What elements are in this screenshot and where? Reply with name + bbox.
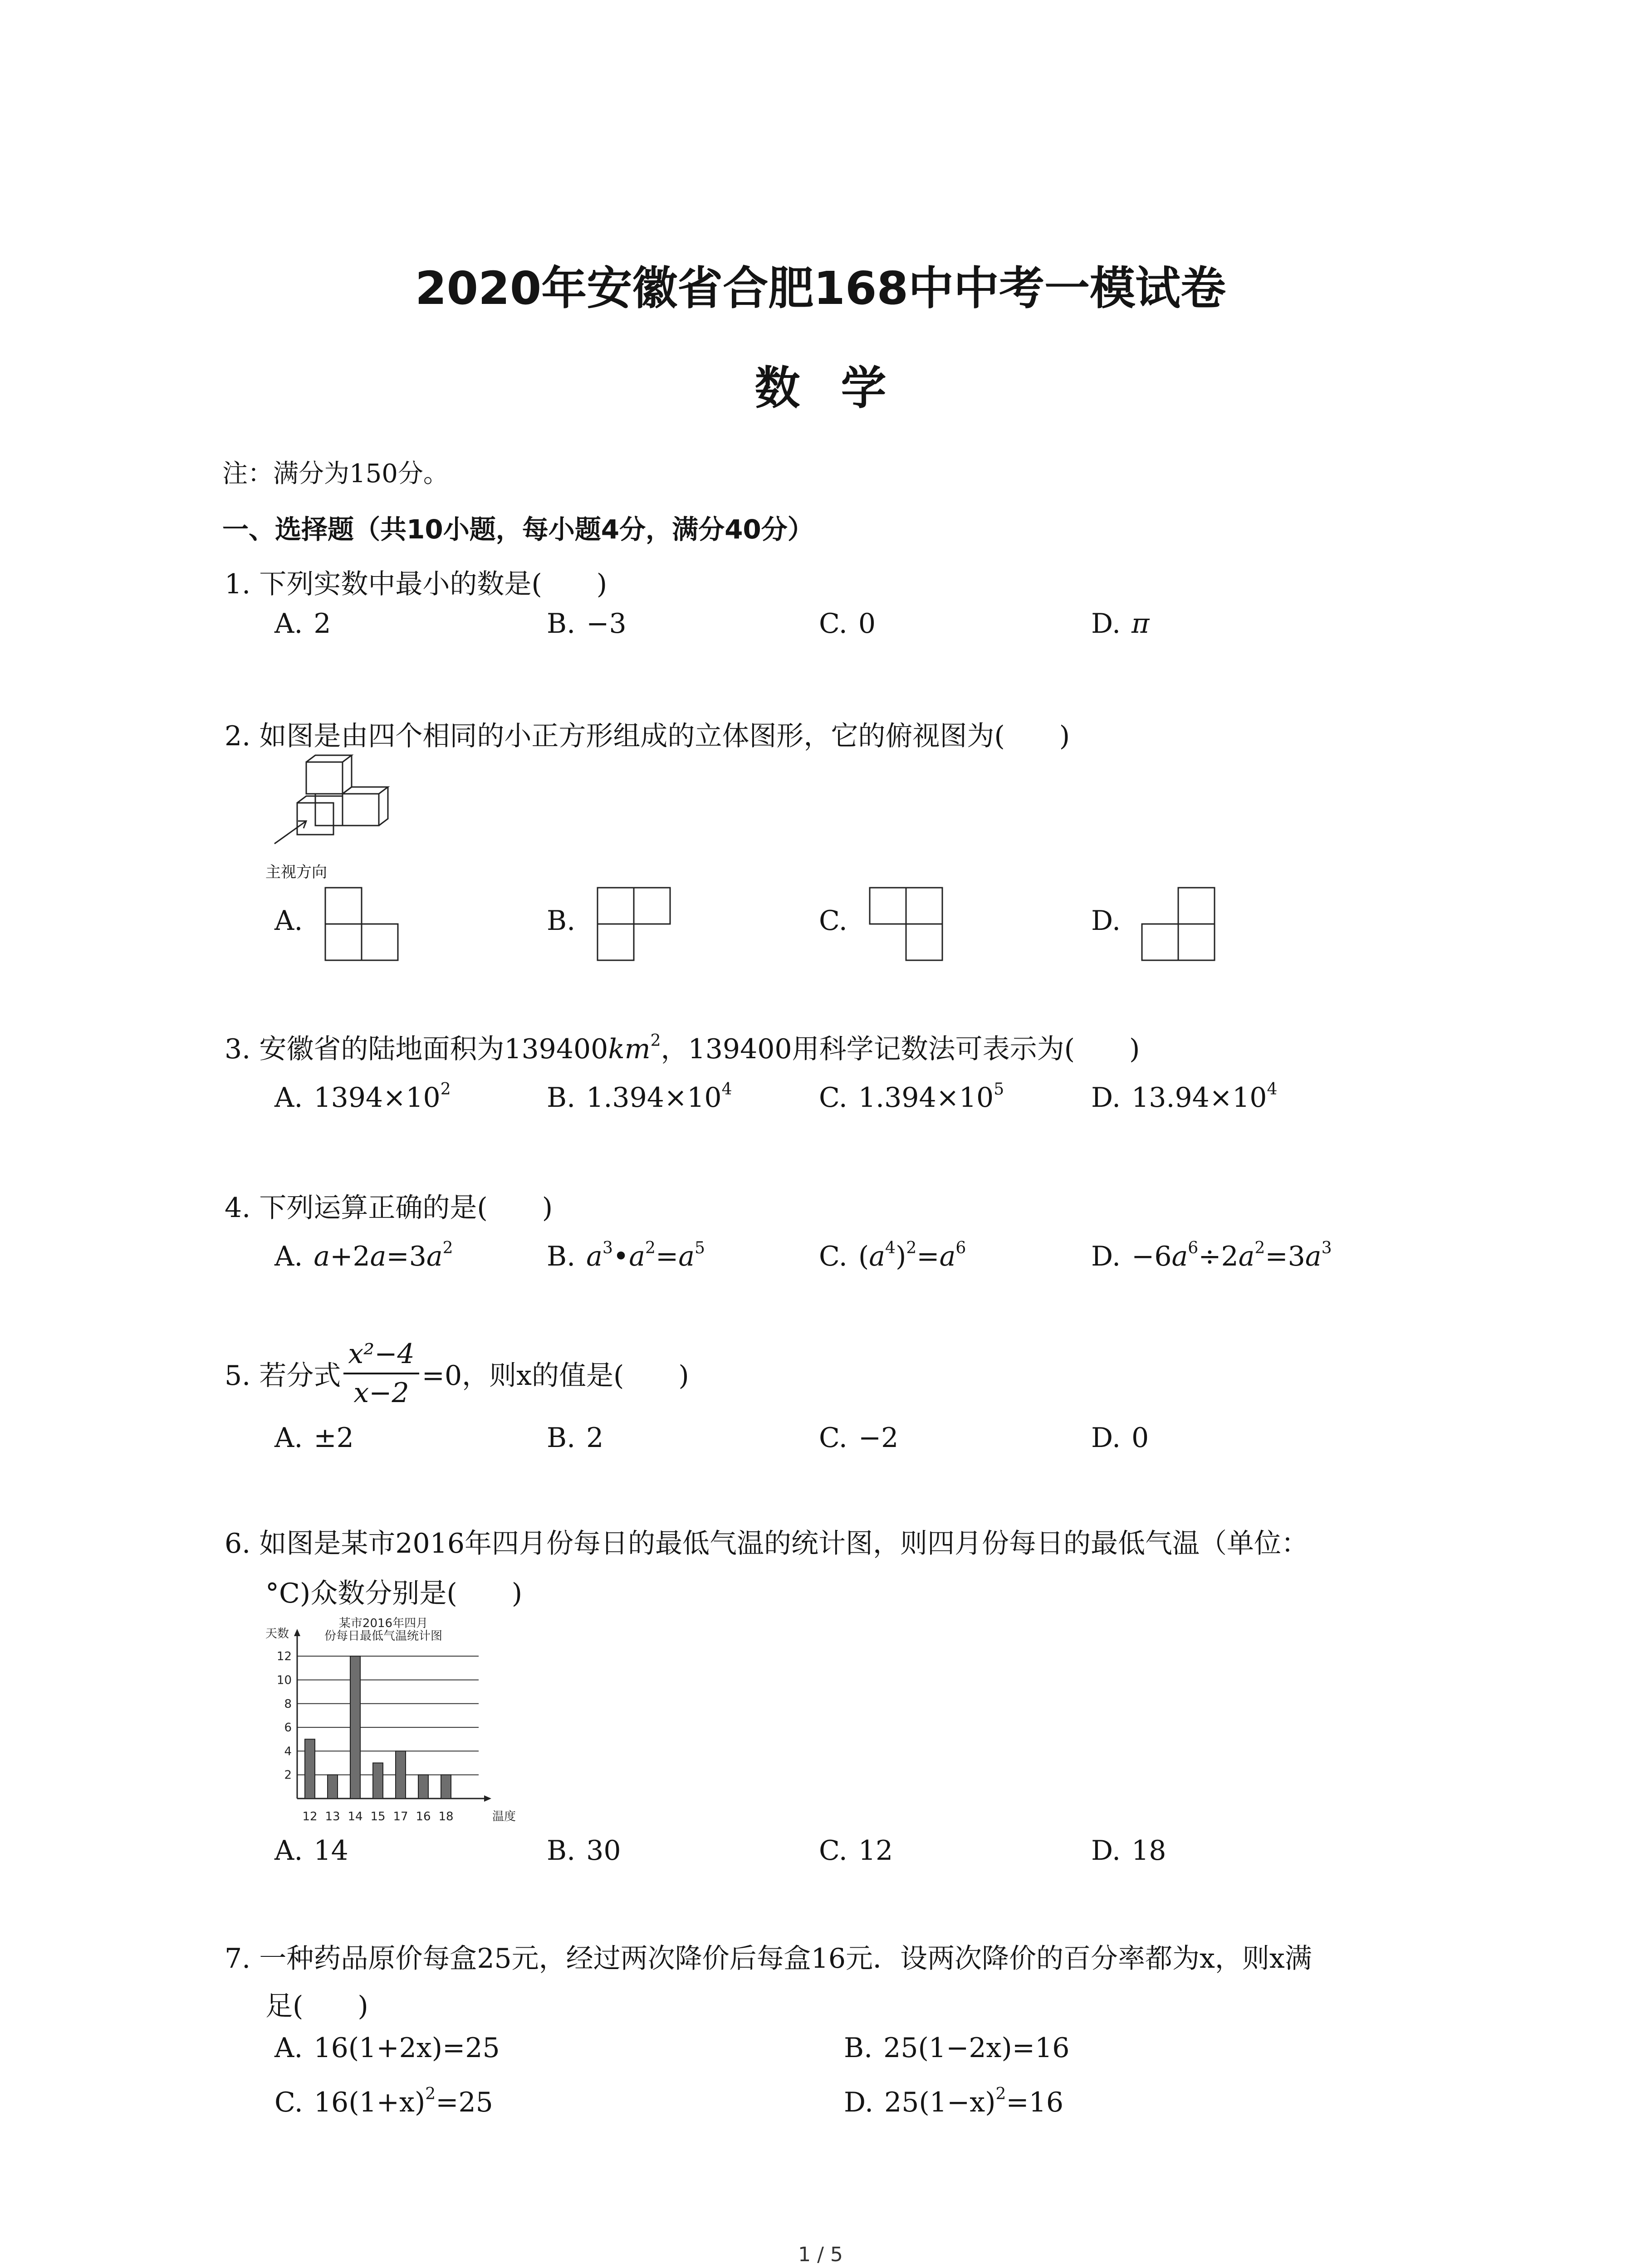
x-tick-label: 15 xyxy=(370,1810,386,1823)
q4-option-d[interactable]: D. $-6a^6\div 2a^2=3a^3$ xyxy=(1091,1239,1332,1272)
q6-option-d[interactable]: D. 18 xyxy=(1091,1835,1166,1867)
q1-option-b[interactable]: B. −3 xyxy=(547,608,627,640)
chart-title-line2: 份每日最低气温统计图 xyxy=(324,1629,443,1643)
q2-option-c-figure[interactable] xyxy=(869,887,944,962)
x-tick-label: 12 xyxy=(302,1810,318,1823)
question-3-stem: 3. 安徽省的陆地面积为$139400km^2$，139400用科学记数法可表示为( ) xyxy=(225,1031,1140,1065)
y-tick-label: 10 xyxy=(276,1673,292,1687)
x-tick-label: 18 xyxy=(438,1810,454,1823)
q5-option-c[interactable]: C. −2 xyxy=(819,1422,899,1454)
q3-option-d[interactable]: D. $13.94\times 10^4$ xyxy=(1091,1080,1278,1114)
q6-option-c[interactable]: C. 12 xyxy=(819,1835,893,1867)
question-6-stem-line2: °C)众数分别是( ) xyxy=(265,1578,523,1609)
bar xyxy=(373,1763,383,1799)
q2-option-d-label[interactable]: D. xyxy=(1091,905,1121,937)
bar xyxy=(328,1775,338,1799)
bar xyxy=(350,1656,360,1799)
y-tick-label: 6 xyxy=(284,1721,292,1735)
question-6-stem-line1: 6. 如图是某市2016年四月份每日的最低气温的统计图，则四月份每日的最低气温（单位： xyxy=(225,1528,1309,1559)
y-tick-label: 8 xyxy=(284,1697,292,1711)
page-number: 1 / 5 xyxy=(798,2243,843,2266)
q5-option-b[interactable]: B. 2 xyxy=(547,1422,604,1454)
x-tick-label: 14 xyxy=(348,1810,363,1823)
x-axis-label: 温度 xyxy=(492,1810,516,1823)
bar xyxy=(396,1751,406,1799)
x-axis-arrow xyxy=(484,1795,491,1802)
q2-option-c-label[interactable]: C. xyxy=(819,905,847,937)
q4-option-b[interactable]: B. $a^3•a^2=a^5$ xyxy=(547,1239,705,1272)
x-tick-label: 13 xyxy=(325,1810,340,1823)
q5-option-d[interactable]: D. 0 xyxy=(1091,1422,1149,1454)
bar xyxy=(418,1775,428,1799)
q6-option-b[interactable]: B. 30 xyxy=(547,1835,621,1867)
bar xyxy=(305,1739,315,1799)
q1-option-d[interactable]: D. π xyxy=(1091,608,1150,640)
y-axis-arrow xyxy=(294,1629,300,1636)
subject-title: 数学 xyxy=(754,362,927,415)
q2-option-b-figure[interactable] xyxy=(597,887,671,962)
q7-option-d[interactable]: D. $25(1-x)^2=16$ xyxy=(844,2085,1064,2118)
bar xyxy=(441,1775,451,1799)
y-tick-label: 2 xyxy=(284,1768,292,1782)
y-axis-label: 天数 xyxy=(265,1627,289,1641)
cube-stack-figure xyxy=(265,753,411,857)
section-heading: 一、选择题（共10小题，每小题4分，满分40分） xyxy=(222,514,814,545)
paper-title: 2020年安徽省合肥168中中考一模试卷 xyxy=(415,262,1226,315)
chart-title-line1: 某市2016年四月 xyxy=(338,1617,428,1630)
q5-option-a[interactable]: A. ±2 xyxy=(274,1422,354,1454)
view-direction-label: 主视方向 xyxy=(265,863,327,881)
question-7-stem-line1: 7. 一种药品原价每盒25元，经过两次降价后每盒16元．设两次降价的百分率都为x，则x满 xyxy=(225,1943,1312,1975)
temperature-bar-chart xyxy=(265,1617,519,1835)
x-tick-label: 16 xyxy=(416,1810,431,1823)
q2-option-d-figure[interactable] xyxy=(1141,887,1216,962)
question-7-stem-line2: 足( ) xyxy=(265,1990,368,2022)
y-tick-label: 4 xyxy=(284,1745,292,1759)
q7-option-b[interactable]: B. 25(1−2x)=16 xyxy=(844,2032,1070,2064)
question-4-stem: 4. 下列运算正确的是( ) xyxy=(225,1192,553,1224)
q1-option-c[interactable]: C. 0 xyxy=(819,608,876,640)
x-tick-label: 17 xyxy=(393,1810,408,1823)
q3-option-c[interactable]: C. $1.394\times 10^5$ xyxy=(819,1080,1004,1114)
score-note: 注：满分为150分。 xyxy=(222,459,449,489)
q4-option-c[interactable]: C. $(a^4)^2=a^6$ xyxy=(819,1239,966,1272)
q3-option-a[interactable]: A. $1394\times 10^2$ xyxy=(274,1080,451,1114)
q3-option-b[interactable]: B. $1.394\times 10^4$ xyxy=(547,1080,732,1114)
q2-option-a-figure[interactable] xyxy=(324,887,399,962)
q2-option-a-label[interactable]: A. xyxy=(274,905,303,937)
q2-option-b-label[interactable]: B. xyxy=(547,905,576,937)
q6-option-a[interactable]: A. 14 xyxy=(274,1835,348,1867)
question-5-stem: 5. 若分式 $\frac{\text{x²−4}}{x-2}$ =0，则x的值是( ) xyxy=(225,1338,689,1409)
y-tick-label: 12 xyxy=(276,1650,292,1664)
fraction: $\frac{\text{x²−4}}{x-2}$ xyxy=(343,1338,419,1409)
q7-option-c[interactable]: C. $16(1+x)^2=25$ xyxy=(274,2085,493,2118)
question-1-stem: 1. 下列实数中最小的数是( ) xyxy=(225,568,607,600)
q1-option-a[interactable]: A. 2 xyxy=(274,608,331,640)
q4-option-a[interactable]: A. $a+2a=3a^2$ xyxy=(274,1239,453,1272)
q7-option-a[interactable]: A. 16(1+2x)=25 xyxy=(274,2032,500,2064)
question-2-stem: 2. 如图是由四个相同的小正方形组成的立体图形，它的俯视图为( ) xyxy=(225,720,1070,752)
